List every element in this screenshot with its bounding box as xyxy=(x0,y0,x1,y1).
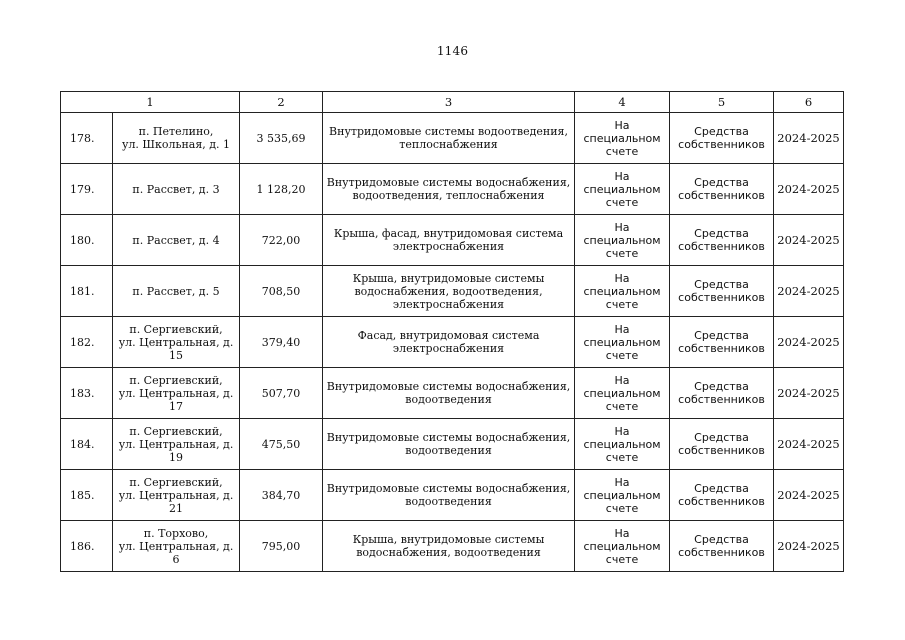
row-number: 182. xyxy=(61,317,113,368)
cell-line: Внутридомовые системы водоснабжения, xyxy=(326,431,571,444)
row-number: 184. xyxy=(61,419,113,470)
cell-line: собственников xyxy=(678,240,765,253)
row-number: 179. xyxy=(61,164,113,215)
cell-line: счете xyxy=(605,501,639,515)
row-funding-source xyxy=(670,266,774,317)
cell-line: электроснабжения xyxy=(392,297,505,311)
cell-line: п. Сергиевский, xyxy=(129,373,223,387)
table-row xyxy=(61,470,844,521)
row-works xyxy=(323,368,575,419)
cell-line: ул. Школьная, д. 1 xyxy=(121,138,231,151)
row-funding-source xyxy=(670,113,774,164)
row-funding-source xyxy=(670,164,774,215)
cell-line: На xyxy=(614,322,630,336)
cell-line: Средства xyxy=(694,329,749,342)
cell-line: специальном xyxy=(583,131,661,145)
cell-line: Крыша, внутридомовые системы xyxy=(352,271,545,285)
row-address xyxy=(113,521,240,572)
row-number: 183. xyxy=(61,368,113,419)
row-area: 379,40 xyxy=(240,317,323,368)
cell-line: На xyxy=(614,118,630,132)
cell-line: водоотведения xyxy=(405,393,492,406)
table-header-row xyxy=(61,92,844,113)
row-address xyxy=(113,113,240,164)
header-col-6: 6 xyxy=(774,92,844,113)
cell-line: специальном xyxy=(583,284,661,298)
cell-line: Внутридомовые системы водоснабжения, xyxy=(326,380,571,393)
row-period: 2024-2025 xyxy=(774,521,844,572)
cell-line: счете xyxy=(605,348,639,362)
cell-line: Внутридомовые системы водоснабжения, xyxy=(326,176,571,189)
cell-line: Средства xyxy=(694,533,749,546)
header-col-1: 1 xyxy=(61,92,240,113)
row-fund-method xyxy=(575,317,670,368)
cell-line: ул. Центральная, д. 17 xyxy=(118,386,234,413)
cell-line: п. Торхово, xyxy=(143,526,209,540)
row-number: 186. xyxy=(61,521,113,572)
page-number: 1146 xyxy=(436,44,469,58)
row-works xyxy=(323,470,575,521)
row-fund-method xyxy=(575,113,670,164)
row-area: 3 535,69 xyxy=(240,113,323,164)
row-works xyxy=(323,164,575,215)
cell-line: собственников xyxy=(678,189,765,202)
cell-line: счете xyxy=(605,450,639,464)
cell-line: собственников xyxy=(678,393,765,406)
table-row xyxy=(61,521,844,572)
row-area: 475,50 xyxy=(240,419,323,470)
row-number: 185. xyxy=(61,470,113,521)
cell-line: счете xyxy=(605,297,639,311)
table-row xyxy=(61,164,844,215)
row-address xyxy=(113,368,240,419)
row-address xyxy=(113,419,240,470)
cell-line: п. Сергиевский, xyxy=(129,475,223,489)
table-row xyxy=(61,266,844,317)
cell-line: Средства xyxy=(694,482,749,495)
row-address xyxy=(113,317,240,368)
row-period: 2024-2025 xyxy=(774,317,844,368)
row-works xyxy=(323,266,575,317)
cell-line: На xyxy=(614,526,630,540)
cell-line: водоснабжения, водоотведения xyxy=(356,546,541,559)
row-fund-method xyxy=(575,215,670,266)
row-period: 2024-2025 xyxy=(774,368,844,419)
table-row xyxy=(61,215,844,266)
cell-line: водоснабжения, водоотведения, xyxy=(354,284,543,298)
cell-line: Фасад, внутридомовая система xyxy=(357,329,540,342)
row-fund-method xyxy=(575,419,670,470)
cell-line: п. Рассвет, д. 5 xyxy=(132,284,220,298)
cell-line: ул. Центральная, д. 15 xyxy=(118,335,234,362)
cell-line: водоотведения xyxy=(405,444,492,457)
cell-line: собственников xyxy=(678,138,765,151)
header-col-2: 2 xyxy=(240,92,323,113)
row-area: 722,00 xyxy=(240,215,323,266)
cell-line: собственников xyxy=(678,444,765,457)
cell-line: На xyxy=(614,373,630,387)
cell-line: п. Сергиевский, xyxy=(129,322,223,336)
header-col-5: 5 xyxy=(670,92,774,113)
cell-line: Крыша, внутридомовые системы xyxy=(352,533,545,546)
row-period: 2024-2025 xyxy=(774,113,844,164)
row-period: 2024-2025 xyxy=(774,419,844,470)
row-funding-source xyxy=(670,368,774,419)
cell-line: водоотведения, теплоснабжения xyxy=(352,189,545,202)
row-area: 384,70 xyxy=(240,470,323,521)
cell-line: Крыша, фасад, внутридомовая система xyxy=(333,227,564,240)
row-area: 708,50 xyxy=(240,266,323,317)
row-period: 2024-2025 xyxy=(774,164,844,215)
cell-line: ул. Центральная, д. 19 xyxy=(118,437,234,464)
row-address xyxy=(113,215,240,266)
cell-line: п. Рассвет, д. 4 xyxy=(132,233,220,247)
cell-line: собственников xyxy=(678,342,765,355)
row-funding-source xyxy=(670,419,774,470)
cell-line: счете xyxy=(605,195,639,209)
row-period: 2024-2025 xyxy=(774,215,844,266)
table-row xyxy=(61,113,844,164)
cell-line: собственников xyxy=(678,291,765,304)
row-works xyxy=(323,419,575,470)
header-col-3: 3 xyxy=(323,92,575,113)
cell-line: специальном xyxy=(583,233,661,247)
row-fund-method xyxy=(575,266,670,317)
table-body xyxy=(61,113,844,572)
cell-line: Средства xyxy=(694,278,749,291)
header-col-4: 4 xyxy=(575,92,670,113)
table-row xyxy=(61,419,844,470)
row-number: 180. xyxy=(61,215,113,266)
table-row xyxy=(61,317,844,368)
row-fund-method xyxy=(575,368,670,419)
cell-line: Средства xyxy=(694,380,749,393)
cell-line: ул. Центральная, д. 6 xyxy=(118,539,234,566)
row-funding-source xyxy=(670,470,774,521)
cell-line: Средства xyxy=(694,125,749,138)
cell-line: специальном xyxy=(583,386,661,400)
cell-line: счете xyxy=(605,246,639,260)
cell-line: Средства xyxy=(694,227,749,240)
row-funding-source xyxy=(670,215,774,266)
cell-line: специальном xyxy=(583,182,661,196)
cell-line: Средства xyxy=(694,176,749,189)
row-address xyxy=(113,470,240,521)
cell-line: ул. Центральная, д. 21 xyxy=(118,488,234,515)
cell-line: специальном xyxy=(583,488,661,502)
cell-line: счете xyxy=(605,399,639,413)
row-fund-method xyxy=(575,470,670,521)
row-period: 2024-2025 xyxy=(774,470,844,521)
cell-line: счете xyxy=(605,144,639,158)
cell-line: специальном xyxy=(583,335,661,349)
cell-line: теплоснабжения xyxy=(399,138,498,151)
cell-line: Средства xyxy=(694,431,749,444)
row-period: 2024-2025 xyxy=(774,266,844,317)
cell-line: На xyxy=(614,220,630,234)
cell-line: п. Рассвет, д. 3 xyxy=(132,182,220,196)
cell-line: электроснабжения xyxy=(392,240,505,253)
row-works xyxy=(323,113,575,164)
cell-line: специальном xyxy=(583,539,661,553)
cell-line: Внутридомовые системы водоснабжения, xyxy=(326,482,571,495)
cell-line: специальном xyxy=(583,437,661,451)
cell-line: Внутридомовые системы водоотведения, xyxy=(329,125,568,138)
row-works xyxy=(323,215,575,266)
row-area: 507,70 xyxy=(240,368,323,419)
row-area: 795,00 xyxy=(240,521,323,572)
cell-line: электроснабжения xyxy=(392,342,505,355)
cell-line: п. Петелино, xyxy=(138,125,214,138)
row-address xyxy=(113,266,240,317)
cell-line: На xyxy=(614,475,630,489)
cell-line: На xyxy=(614,424,630,438)
row-works xyxy=(323,521,575,572)
cell-line: собственников xyxy=(678,546,765,559)
table-row xyxy=(61,368,844,419)
row-fund-method xyxy=(575,164,670,215)
row-number: 181. xyxy=(61,266,113,317)
row-area: 1 128,20 xyxy=(240,164,323,215)
cell-line: собственников xyxy=(678,495,765,508)
cell-line: водоотведения xyxy=(405,495,492,508)
cell-line: п. Сергиевский, xyxy=(129,424,223,438)
row-funding-source xyxy=(670,317,774,368)
cell-line: На xyxy=(614,271,630,285)
cell-line: счете xyxy=(605,552,639,566)
row-address xyxy=(113,164,240,215)
cell-line: На xyxy=(614,169,630,183)
row-number: 178. xyxy=(61,113,113,164)
row-works xyxy=(323,317,575,368)
row-fund-method xyxy=(575,521,670,572)
row-funding-source xyxy=(670,521,774,572)
capital-repair-table xyxy=(60,91,844,572)
